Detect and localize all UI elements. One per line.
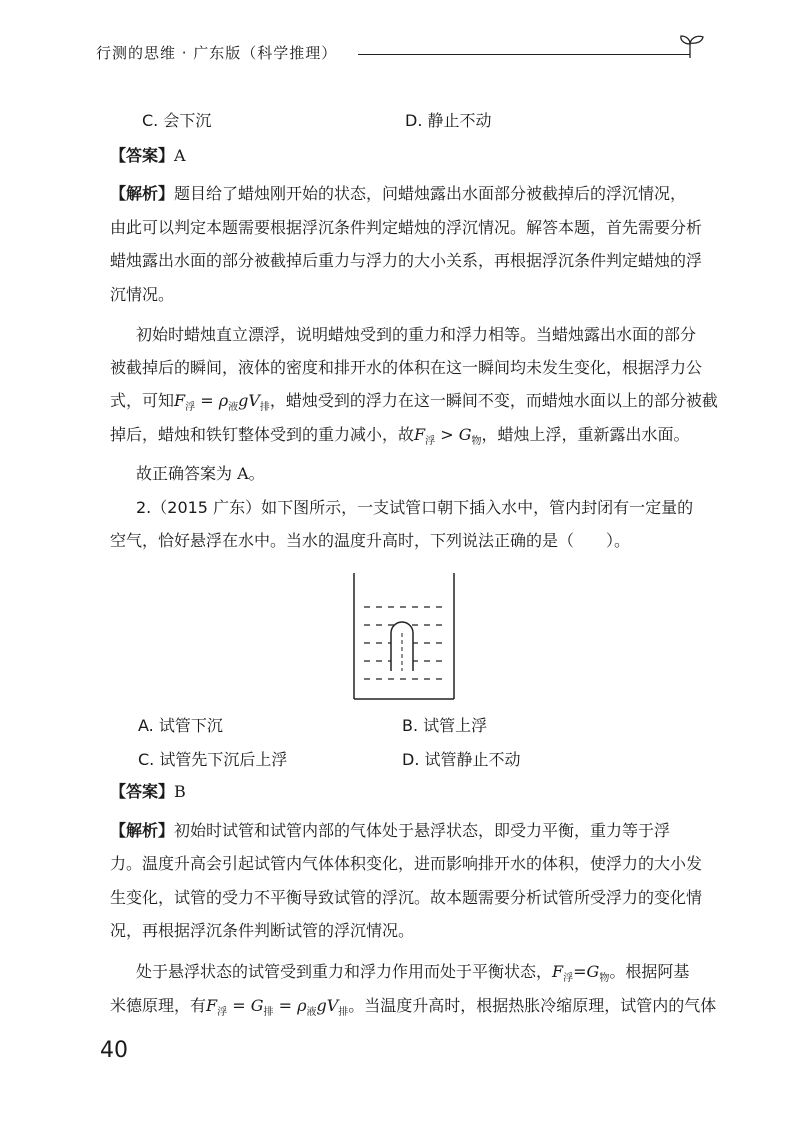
q2-stem-line-1: 2.（2015 广东）如下图所示，一支试管口朝下插入水中，管内封闭有一定量的	[136, 498, 694, 517]
formula-buoyancy: $F_浮 = \rho_液gV_排$	[174, 391, 270, 414]
q2-analysis-line-1: 【解析】初始时试管和试管内部的气体处于悬浮状态，即受力平衡，重力等于浮	[110, 821, 671, 840]
q1-analysis-tag: 【解析】	[110, 184, 175, 203]
formula-balance: $F_浮=G_物$	[552, 962, 610, 985]
q2-option-c: C. 试管先下沉后上浮	[138, 750, 288, 769]
header-rule	[358, 54, 690, 55]
q1-explanation-line-1: 初始时蜡烛直立漂浮，说明蜡烛受到的重力和浮力相等。当蜡烛露出水面的部分	[136, 325, 697, 344]
test-tube-figure	[340, 567, 460, 707]
q1-answer	[110, 146, 710, 166]
q1-answer-value: A	[174, 146, 186, 165]
q2-analysis-tag: 【解析】	[110, 821, 175, 840]
formula-archimedes: $F_浮 = G_排 = \rho_液gV_排$	[206, 996, 349, 1019]
sprout-icon	[678, 34, 706, 60]
q2-analysis-line-4: 况，再根据浮沉条件判断试管的浮沉情况。	[110, 921, 415, 940]
q2-stem-line-2: 空气，恰好悬浮在水中。当水的温度升高时，下列说法正确的是（ ）。	[110, 531, 631, 550]
q1-conclusion: 故正确答案为 A。	[136, 464, 265, 483]
q1-analysis-line-1: 【解析】题目给了蜡烛刚开始的状态，问蜡烛露出水面部分被截掉后的浮沉情况，	[110, 184, 687, 203]
q1-option-c: C. 会下沉	[142, 111, 212, 130]
formula-inequality: $F_浮 > G_物$	[414, 425, 482, 448]
q2-option-a: A. 试管下沉	[138, 716, 223, 735]
q2-analysis-line-2: 力。温度升高会引起试管内气体体积变化，进而影响排开水的体积，使浮力的大小发	[110, 854, 703, 873]
q1-analysis-line-4: 沉情况。	[110, 285, 175, 304]
running-header	[96, 38, 706, 74]
q1-explanation-line-3: 式，可知$F_浮 = \rho_液gV_排$，蜡烛受到的浮力在这一瞬间不变，而蜡烛水面以上的部分被截	[110, 391, 718, 414]
q1-answer-tag: 【答案】	[110, 146, 175, 165]
q2-answer	[110, 782, 710, 802]
q2-explanation-line-2: 米德原理，有$F_浮 = G_排 = \rho_液gV_排$。当温度升高时，根据热胀冷缩原理，试管内的气体	[110, 996, 717, 1019]
page-number: 40	[100, 1038, 128, 1063]
q2-option-d: D. 试管静止不动	[402, 750, 521, 769]
q2-explanation-line-1: 处于悬浮状态的试管受到重力和浮力作用而处于平衡状态，$F_浮=G_物$。根据阿基	[136, 962, 690, 985]
q1-analysis-line-2: 由此可以判定本题需要根据浮沉条件判定蜡烛的浮沉情况。解答本题，首先需要分析	[110, 218, 703, 237]
q2-answer-value: B	[174, 782, 186, 801]
header-title: 行测的思维 · 广东版（科学推理）	[96, 44, 338, 62]
q2-option-b: B. 试管上浮	[402, 716, 488, 735]
q2-analysis-line-3: 生变化，试管的受力不平衡导致试管的浮沉。故本题需要分析试管所受浮力的变化情	[110, 888, 703, 907]
q2-answer-tag: 【答案】	[110, 782, 175, 801]
q1-explanation-line-4: 掉后，蜡烛和铁钉整体受到的重力减小，故$F_浮 > G_物$，蜡烛上浮，重新露出水面。	[110, 425, 690, 448]
q1-analysis-line-3: 蜡烛露出水面的部分被截掉后重力与浮力的大小关系，再根据浮沉条件判定蜡烛的浮	[110, 251, 703, 270]
q1-option-d: D. 静止不动	[405, 111, 492, 130]
q1-explanation-line-2: 被截掉后的瞬间，液体的密度和排开水的体积在这一瞬间均未发生变化，根据浮力公	[110, 358, 703, 377]
